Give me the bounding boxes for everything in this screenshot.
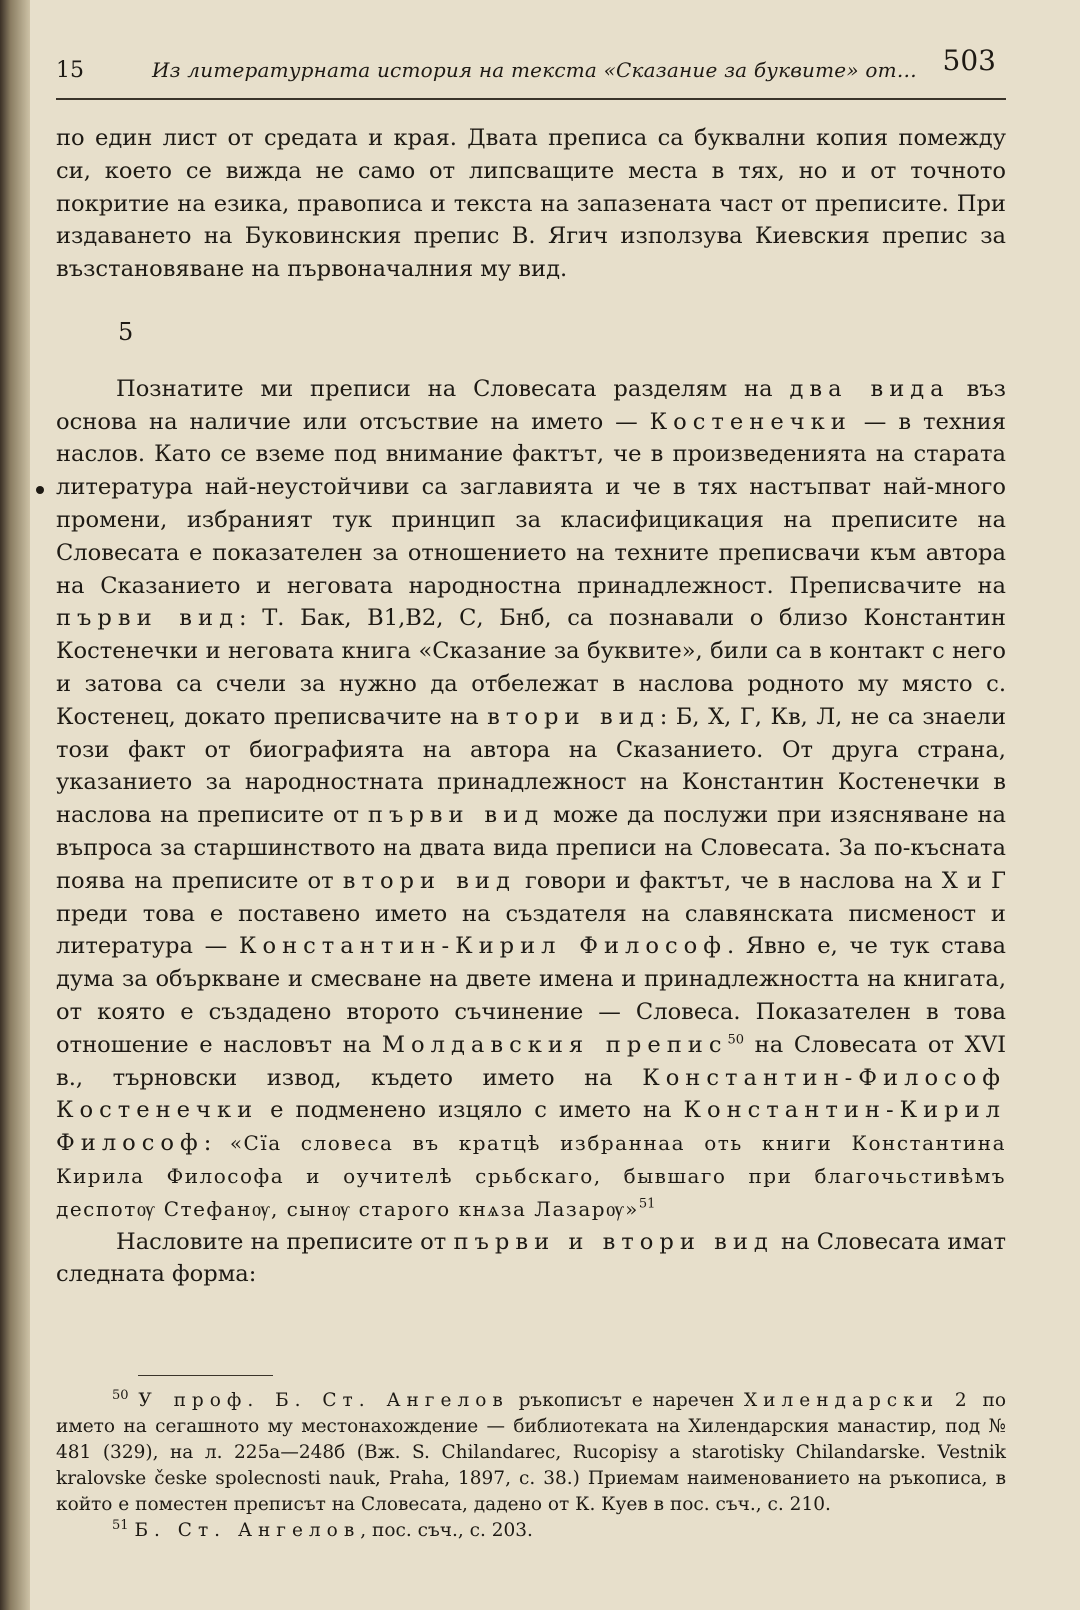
footnote-number: 50: [112, 1387, 129, 1403]
fn50-spaced: Хилендарски 2: [744, 1390, 973, 1412]
p2-text-d: : Т. Бак, В1,В2, С, Бнб, са познавали о близо Константин Костенечки и неговата книга «Сказание за буквите», били са в контакт с него и затова са счели за нужно да отбележат в наслова родното му място с. Костенец, докато преписвачите на: [56, 605, 1006, 730]
page-number-left: 15: [56, 58, 84, 83]
spaced-term: Константин-Философ Костенечки: [56, 1064, 1006, 1124]
paragraph-1: по един лист от средата и края. Двата преписа са буквални копия помежду си, което се вижда не само от липсващите места в тях, но и от точното покритие на езика, правописа и текста на запазената част от преписите. При издаването на Буковинския препис В. Ягич използува Киевския препис за възстановяване на първоначалния му вид.: [56, 125, 1006, 283]
p2-text-a: Познатите ми преписи на Словесата разделям на: [116, 375, 773, 402]
spaced-term: Молдавския препис: [381, 1031, 728, 1058]
p2-text-k: :: [203, 1130, 212, 1157]
p2-text-b: въз основа на наличие или отсъствие на името —: [56, 375, 1006, 435]
footnotes: [56, 1388, 1006, 1544]
p2-text-j: е подменено изцяло с името на: [270, 1097, 672, 1124]
fn51-author: Б. Ст. Ангелов: [134, 1520, 361, 1542]
footnote-51: [56, 1518, 1006, 1544]
spaced-term: първи вид: [56, 605, 239, 632]
running-title: Из литературната история на текста «Сказание за буквите» от…: [152, 58, 917, 82]
footnote-50: [56, 1388, 1006, 1518]
footnote-ref-50[interactable]: 50: [727, 1032, 745, 1048]
spaced-term: Костенечки: [649, 408, 852, 435]
page-number-right: 503: [942, 44, 996, 77]
spaced-term: Константин-Кирил Философ: [56, 1097, 1007, 1157]
p2-text-h: . Явно е, че тук става дума за объркване и смесване на двете имена и принадлежността на книгата, от която е създадено второто съчинение — Словеса. Показателен в това отношение е насловът на: [56, 933, 1006, 1058]
book-spine-shadow: [0, 0, 30, 1610]
footnote-number: 51: [112, 1517, 129, 1533]
p2-text-g: говори и фактът, че в наслова на Х и Г преди това е поставено името на създателя на славянската писменост и литература —: [56, 867, 1007, 960]
footnote-rule: [138, 1375, 273, 1376]
spaced-term: два вида: [789, 375, 950, 402]
fn51-text-b: , пос. съч., с. 203.: [360, 1520, 533, 1542]
footnote-ref-51[interactable]: 51: [638, 1196, 656, 1212]
fn50-text-b: ръкописът е наречен: [518, 1390, 735, 1412]
p2-text-f: може да послужи при изясняване на въпроса за старшинството на двата вида преписи на Словесата. За по-късната поява на преписите от: [56, 802, 1006, 894]
p3-text-a: Насловите на преписите от: [116, 1228, 447, 1255]
margin-dot-marker: [36, 486, 44, 494]
fn50-author: У проф. Б. Ст. Ангелов: [138, 1390, 509, 1412]
running-header: [56, 40, 1006, 100]
page: [56, 40, 1006, 1544]
fn50-text-c: по името на сегашното му местонахождение — библиотеката на Хилендарския манастир, под № 481 (329), на л. 225а—248б (Вж. S. Chilandarec, Rucopisy a starotisky Chilandarske. Vestnik kralovske česke spolecnosti nauk, Praha, 1897, с. 38.) Приемам наименованието на ръкописа, в който е поместен преписът на Словесата, дадено от К. Куев в пос. съч., с. 210.: [56, 1390, 1006, 1516]
p3-text-b: на Словесата имат следната форма:: [56, 1228, 1006, 1288]
p2-text-e: : Б, Х, Г, Кв, Л, не са знаели този факт от биографията на автора на Сказанието. От друга страна, указанието за народностната принадлежност на Константин Костенечки в наслова на преписите от: [56, 703, 1007, 829]
body-text: [56, 122, 1006, 1291]
section-number: 5: [118, 317, 134, 346]
old-slavonic-quote: «Сїа словеса въ кратцѣ избраннаа оть книги Константина Кирила Философа и оучителѣ срьбскаго, бывшаго при благочьстивѣмъ деспотѹ Стефанѹ, сынѹ старого кнѧза Лазарѹ»: [56, 1131, 1006, 1221]
spaced-term: втори вид: [342, 867, 516, 894]
spaced-term: първи вид: [367, 802, 545, 829]
paragraph-2: [56, 373, 1006, 1226]
p2-text-c: — в техния наслов. Като се вземе под внимание фактът, че в произведенията на старата литература най-неустойчиви са заглавията и че в тях настъпват най-много промени, избраният тук принцип за класифицикация на преписите на Словесата е показателен за отношението на техните преписвачи към автора на Сказанието и неговата народностна принадлежност. Преписвачите на: [56, 408, 1006, 599]
paragraph-3: [56, 1226, 1006, 1292]
p2-text-i: на Словесата от XVI в., търновски извод, където името на: [56, 1031, 1007, 1091]
spaced-term: втори вид: [487, 703, 660, 730]
spaced-term: първи и втори вид: [453, 1228, 774, 1255]
spaced-term: Константин-Кирил Философ: [239, 933, 727, 960]
